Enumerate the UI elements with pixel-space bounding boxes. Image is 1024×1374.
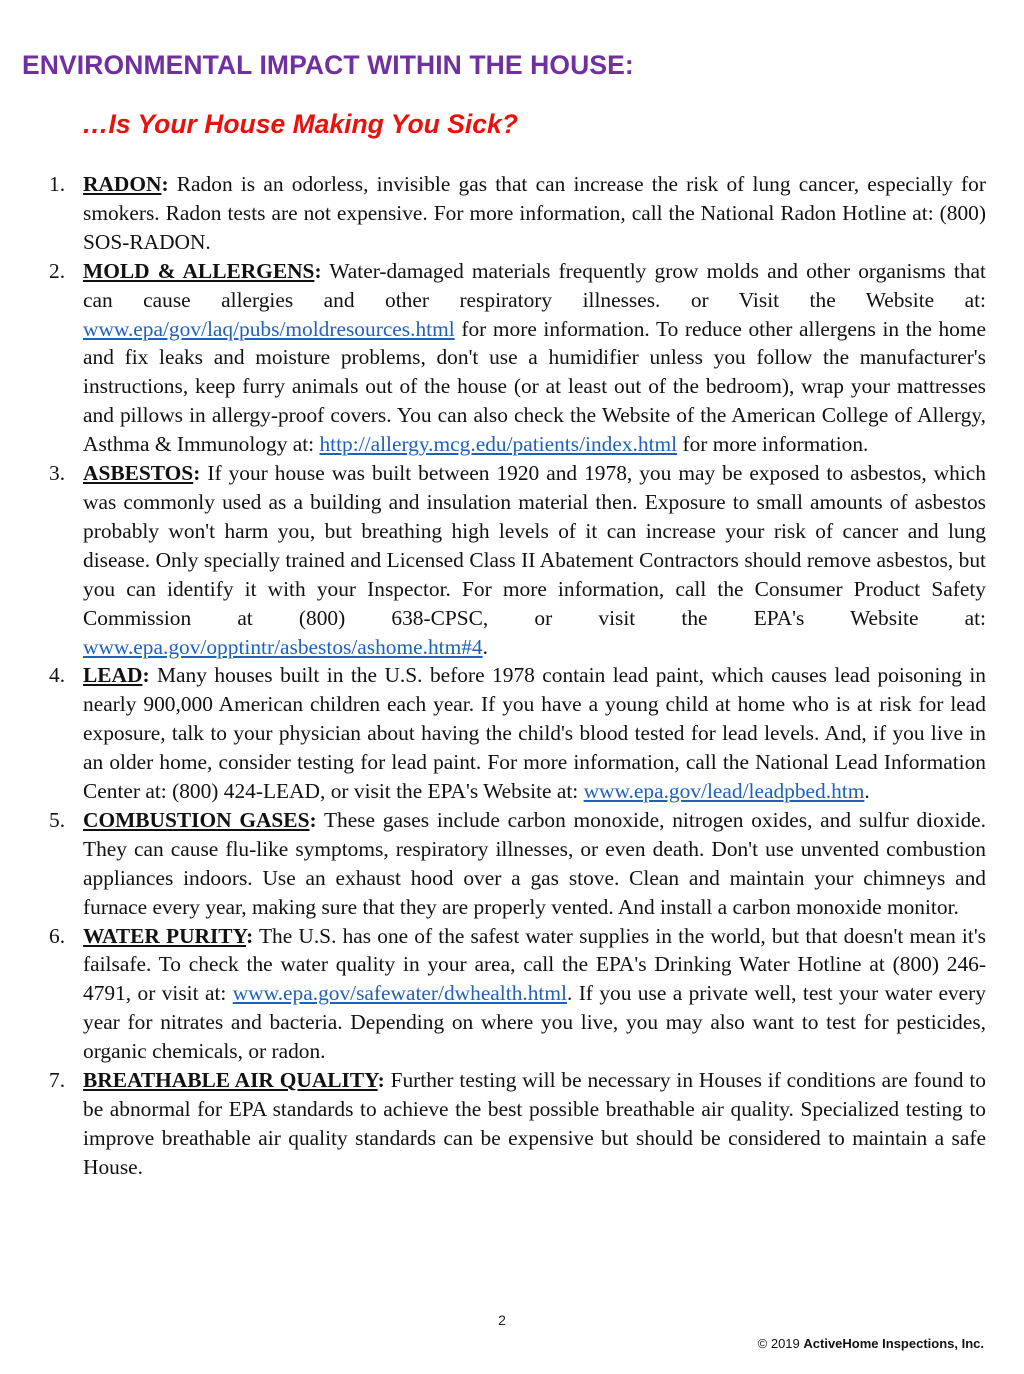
item-heading: ASBESTOS xyxy=(83,461,194,486)
list-item-breathable-air xyxy=(49,1066,986,1182)
item-text: If your house was built between 1920 and 1978, you may be exposed to asbestos, which was commonly used as a building and insulation material then. Exposure to small amounts of asbestos probably won't harm you, but breathing high levels of it can increase your risk of cancer and lung disease. Only specially trained and Licensed Class II Abatement Contractors should remove asbestos, but you can identify it with your Inspector. For more information, call the Consumer Product Safety Commission at (800) 638-CPSC, or visit the EPA's Website at: xyxy=(83,461,986,630)
list-item-asbestos xyxy=(49,459,986,661)
item-heading: COMBUSTION GASES xyxy=(83,807,310,832)
item-number: 7. xyxy=(49,1068,66,1093)
item-body xyxy=(83,170,986,257)
list-item-water-purity xyxy=(49,922,986,1067)
item-colon: : xyxy=(377,1068,385,1093)
list-item-radon xyxy=(49,170,986,257)
item-text: Many houses built in the U.S. before 1978 contain lead paint, which causes lead poisoning in nearly 900,000 American children each year. If you have a young child at home who is at risk for lead exposure, talk to your physician about having the child's blood tested for lead levels. And, if you live in an older home, consider testing for lead paint. For more information, call the National Lead Information Center at: (800) 424-LEAD, or visit the EPA's Website at: xyxy=(83,663,986,804)
item-body xyxy=(83,257,986,459)
item-heading: LEAD xyxy=(83,663,143,688)
item-body xyxy=(83,806,986,922)
item-heading: RADON xyxy=(83,172,162,196)
item-text: The U.S. has one of the safest water supplies in the world, but that doesn't mean it's failsafe. To check the water quality in your area, call the EPA's Drinking Water Hotline at (800) 246-4791, or visit at: xyxy=(83,923,986,1006)
item-colon: : xyxy=(309,807,317,832)
item-number: 5. xyxy=(49,807,66,832)
list-item-combustion-gases xyxy=(49,806,986,922)
asbestos-link[interactable]: www.epa.gov/opptintr/asbestos/ashome.htm#4 xyxy=(83,634,483,659)
item-body xyxy=(83,1066,986,1182)
page-subtitle: …Is Your House Making You Sick? xyxy=(82,109,518,139)
item-heading: MOLD & ALLERGENS xyxy=(83,258,315,283)
item-colon: : xyxy=(314,258,322,283)
lead-link[interactable]: www.epa.gov/lead/leadpbed.htm xyxy=(583,779,865,804)
item-colon: : xyxy=(193,461,201,486)
company-name: ActiveHome Inspections, Inc. xyxy=(803,1336,984,1351)
list-item-lead xyxy=(49,661,986,806)
item-number: 4. xyxy=(49,663,66,688)
copyright-notice xyxy=(758,1336,984,1351)
item-text: Water-damaged materials frequently grow molds and other organisms that can cause allergies and other respiratory illnesses. or Visit the Website at: xyxy=(83,258,986,312)
hazard-list xyxy=(49,170,986,1182)
item-text: . xyxy=(864,779,870,804)
item-text: . If you use a private well, test your water every year for nitrates and bacteria. Depending on where you live, you may also want to test for pesticides, organic chemicals, or radon. xyxy=(83,981,986,1064)
item-body xyxy=(83,459,986,661)
item-number: 1. xyxy=(49,172,66,196)
item-text: for more information. xyxy=(677,432,869,457)
item-text: Further testing will be necessary in Houses if conditions are found to be abnormal for EPA standards to achieve the best possible breathable air quality. Specialized testing to improve breathable air quality standards can be expensive but should be considered to maintain a safe House. xyxy=(83,1068,986,1179)
item-text: These gases include carbon monoxide, nitrogen oxides, and sulfur dioxide. They can cause flu-like symptoms, respiratory illnesses, or even death. Don't use unvented combustion appliances indoors. Use an exhaust hood over a gas stove. Clean and maintain your chimneys and furnace every year, making sure that they are properly vented. And install a carbon monoxide monitor. xyxy=(83,807,986,919)
item-text: Radon is an odorless, invisible gas that can increase the risk of lung cancer, especially for smokers. Radon tests are not expensive. For more information, call the National Radon Hotline at: (800) SOS-RADON. xyxy=(83,172,986,254)
allergy-college-link[interactable]: http://allergy.mcg.edu/patients/index.html xyxy=(319,432,678,457)
page-title: ENVIRONMENTAL IMPACT WITHIN THE HOUSE: xyxy=(22,50,634,80)
item-text: . xyxy=(482,634,488,659)
item-text: for more information. To reduce other allergens in the home and fix leaks and moisture problems, don't use a humidifier unless you follow the manufacturer's instructions, keep furry animals out of the house (or at least out of the bedroom), wrap your mattresses and pillows in allergy-proof covers. You can also check the Website of the American College of Allergy, Asthma & Immunology at: xyxy=(83,316,986,457)
item-body xyxy=(83,661,986,806)
item-colon: : xyxy=(246,923,254,948)
item-colon: : xyxy=(161,172,169,196)
copyright-prefix: © 2019 xyxy=(757,1336,804,1351)
item-colon: : xyxy=(142,663,150,688)
item-body xyxy=(83,922,986,1067)
item-number: 3. xyxy=(49,461,66,486)
item-number: 6. xyxy=(49,923,66,948)
page-number: 2 xyxy=(498,1312,506,1328)
list-item-mold-allergens xyxy=(49,257,986,459)
item-heading: WATER PURITY xyxy=(83,923,247,948)
item-heading: BREATHABLE AIR QUALITY xyxy=(83,1068,378,1093)
item-number: 2. xyxy=(49,258,66,283)
water-health-link[interactable]: www.epa.gov/safewater/dwhealth.html xyxy=(232,981,567,1006)
mold-resources-link[interactable]: www.epa/gov/laq/pubs/moldresources.html xyxy=(83,316,455,341)
